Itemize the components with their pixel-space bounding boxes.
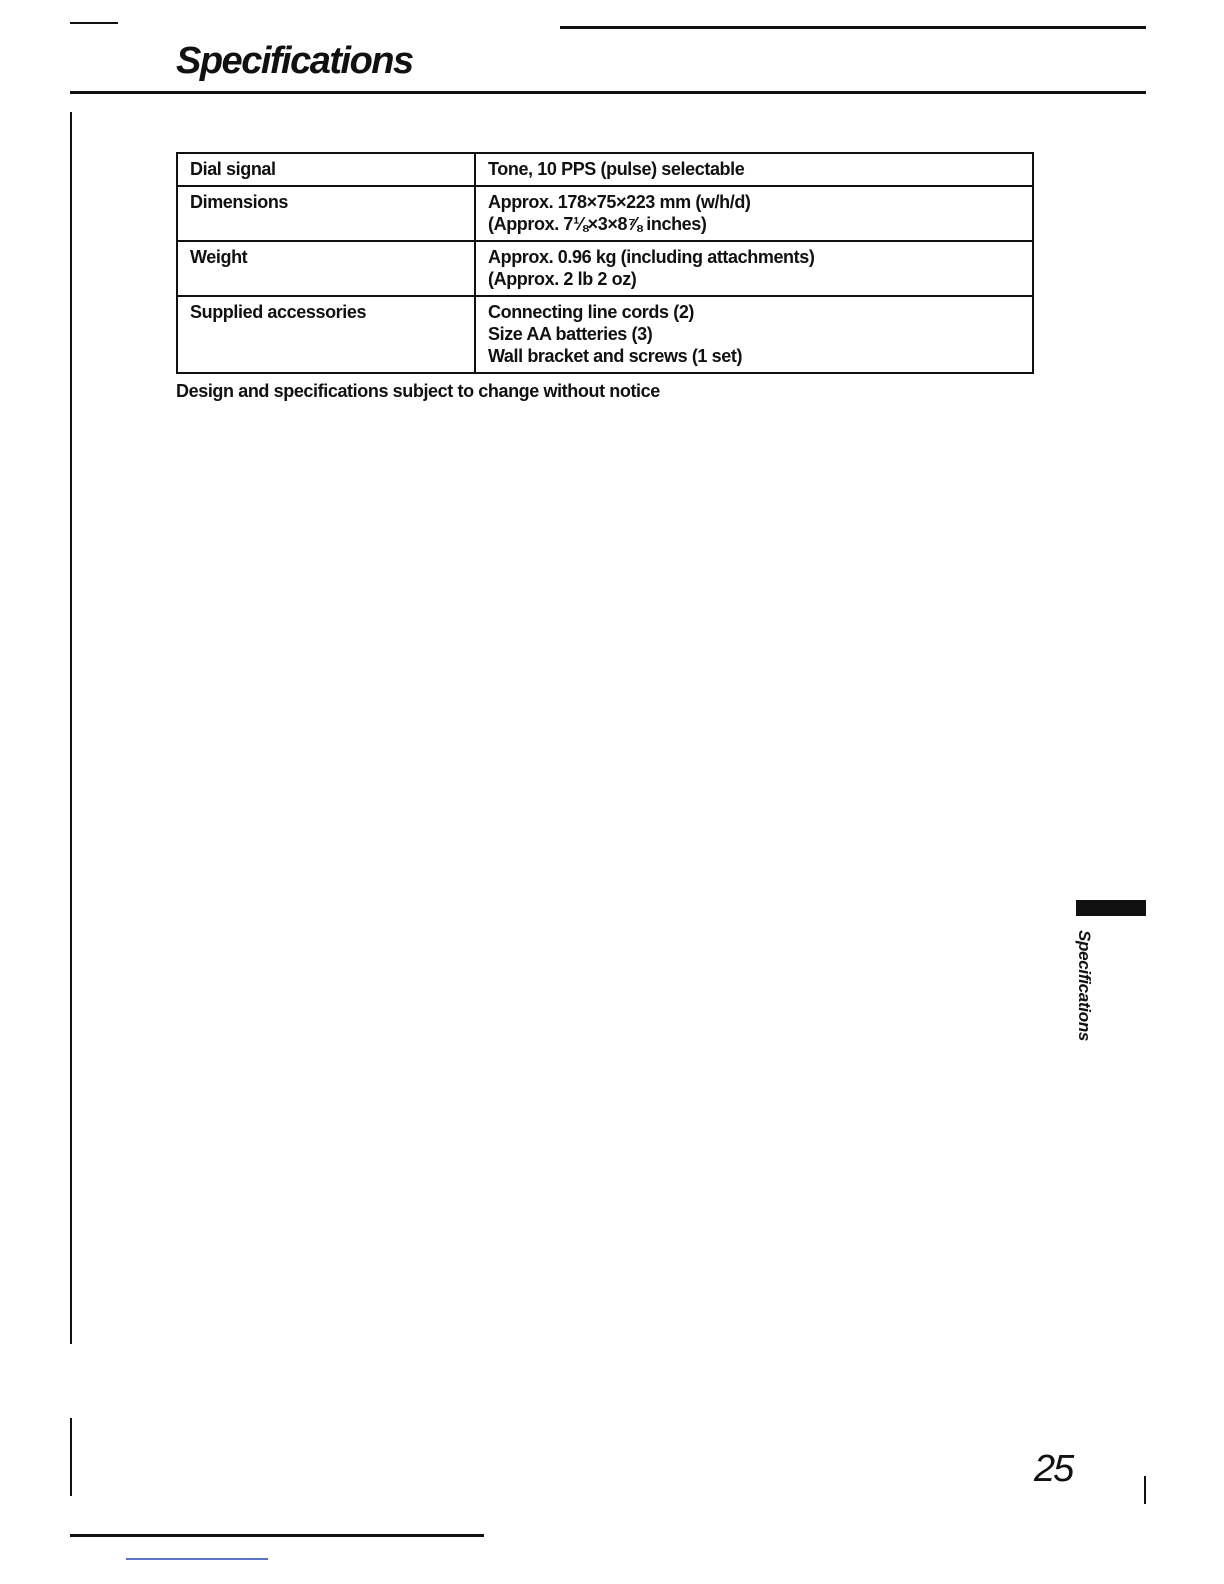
table-row [177,241,1033,296]
specifications-table [176,152,1034,374]
spec-value [475,241,1033,296]
section-tab-mark [1076,900,1146,916]
table-row [177,186,1033,241]
spec-value [475,296,1033,373]
footer-right-tick [1144,1476,1146,1504]
spec-label: Dial signal [177,153,475,186]
spec-value-line: Tone, 10 PPS (pulse) selectable [488,159,745,179]
spec-value-line: Wall bracket and screws (1 set) [488,346,743,366]
spec-value-line: Approx. 178×75×223 mm (w/h/d) [488,192,751,212]
header-top-rule-right [560,26,1146,29]
left-margin-rule-lower [70,1418,72,1496]
spec-value-line: Connecting line cords (2) [488,302,695,322]
table-row [177,296,1033,373]
spec-value-line: Approx. 0.96 kg (including attachments) [488,247,815,267]
page-number: 25 [1034,1448,1073,1490]
spec-label: Dimensions [177,186,475,241]
page-title: Specifications [176,40,413,82]
footer-accent-rule [126,1558,268,1560]
table-row [177,153,1033,186]
spec-label: Weight [177,241,475,296]
spec-label: Supplied accessories [177,296,475,373]
spec-value [475,186,1033,241]
footer-bottom-rule [70,1534,484,1537]
section-tab-label: Specifications [1075,930,1094,1042]
spec-value-line: (Approx. 2 lb 2 oz) [488,269,637,289]
header-top-rule-left [70,22,118,24]
specifications-note: Design and specifications subject to change without notice [176,381,660,401]
spec-value-line: Size AA batteries (3) [488,324,653,344]
left-margin-rule [70,112,72,1344]
spec-value [475,153,1033,186]
header-bottom-rule [70,91,1146,94]
spec-value-line: (Approx. 7⅛×3×8⅞ inches) [488,214,707,234]
